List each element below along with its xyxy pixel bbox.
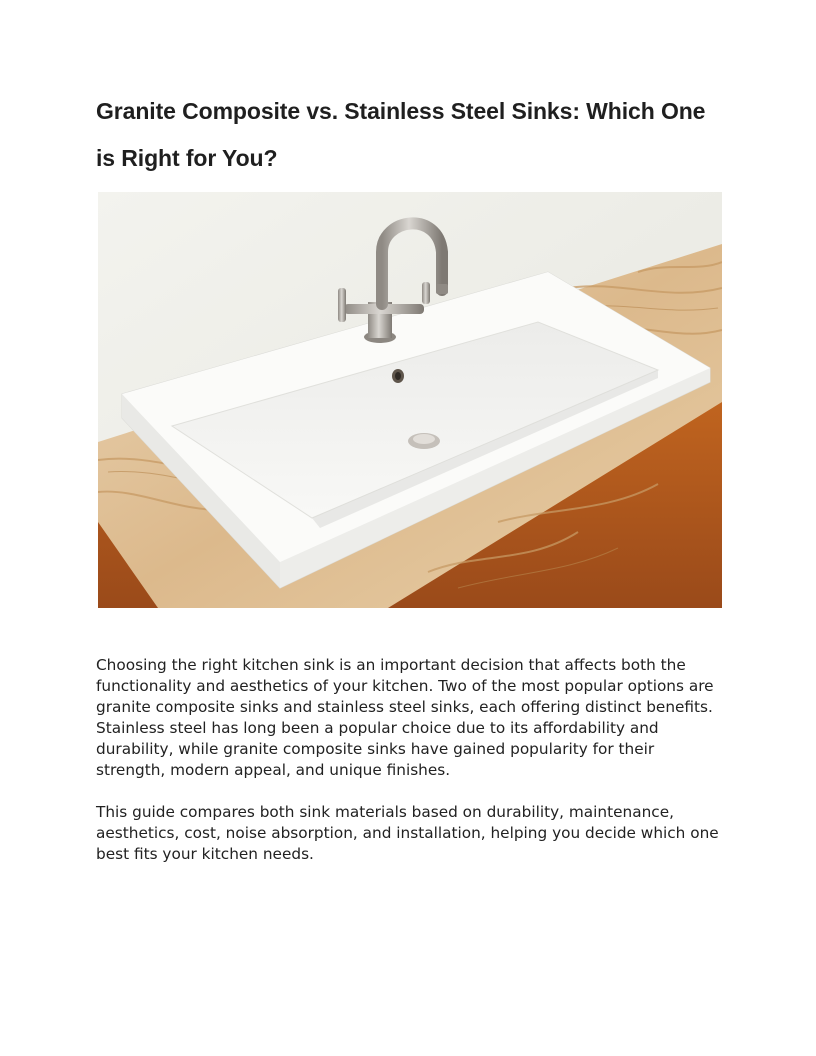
article-body: [96, 655, 722, 886]
hero-image: [98, 192, 722, 608]
sink-photo-icon: [98, 192, 722, 608]
guide-paragraph: This guide compares both sink materials based on durability, maintenance, aesthetics, cost, noise absorption, and installation, helping you decide which one best fits your kitchen needs.: [96, 803, 719, 863]
document-page: [96, 88, 722, 863]
article-title: Granite Composite vs. Stainless Steel Sinks: Which One is Right for You?: [96, 98, 706, 171]
intro-paragraph: Choosing the right kitchen sink is an important decision that affects both the functionality and aesthetics of your kitchen. Two of the most popular options are granite composite sinks and stainless steel sinks, each offering distinct benefits. Stainless steel has long been a popular choice due to its affordability and durability, while granite composite sinks have gained popularity for their strength, modern appeal, and unique finishes.: [96, 656, 714, 779]
